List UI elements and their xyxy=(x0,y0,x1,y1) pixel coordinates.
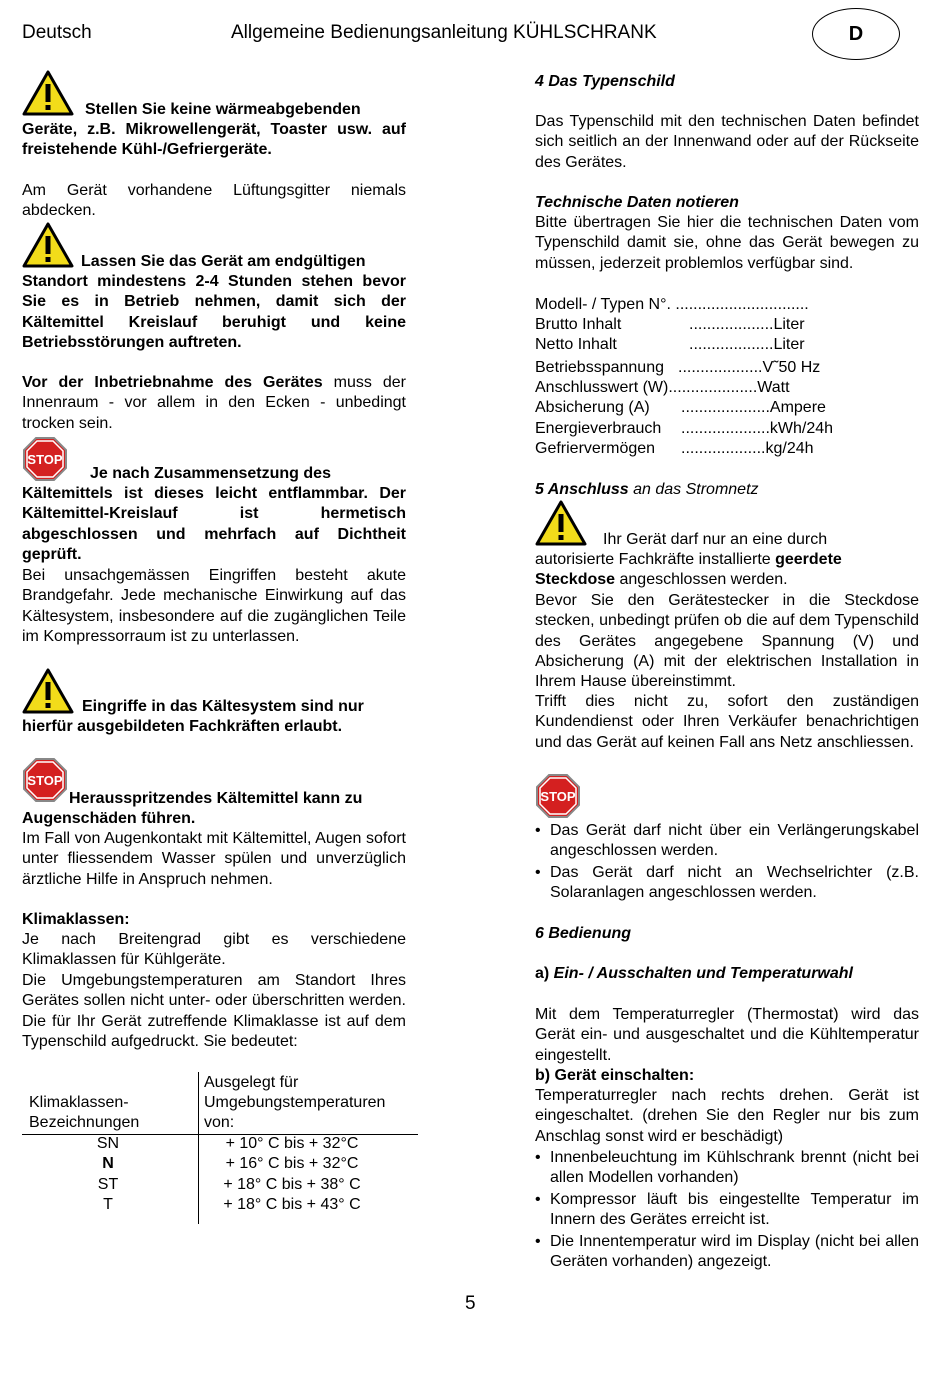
section-5-warning-line3: Steckdose angeschlossen werden. xyxy=(535,571,788,588)
section-6-title: 6 Bedienung xyxy=(535,925,632,942)
table-header-temp-2: Umgebungstemperaturen xyxy=(204,1094,386,1111)
table-header-class-2: Bezeichnungen xyxy=(29,1114,140,1131)
before-operation-rest: muss der Innenraum - vor allem in den Ecken - unbedingt trocken sein. xyxy=(22,374,406,432)
page-number: 5 xyxy=(465,1293,476,1314)
section-6-intro: Mit dem Temperaturregler (Thermostat) wird das Gerät ein- und ausgeschaltet und die Kühltemperatur eingestellt. xyxy=(535,1006,919,1064)
section-5-title xyxy=(535,480,919,500)
warning-1-text: Geräte, z.B. Mikrowellengerät, Toaster usw. auf freistehende Kühl-/Gefriergeräte. xyxy=(22,121,406,159)
svg-text:STOP: STOP xyxy=(27,452,63,467)
tech-data-text: Bitte übertragen Sie hier die technischen Daten vom Typenschild damit sie, ohne das Gerät bewegen zu müssen, jederzeit problemlos verfügbar sind. xyxy=(535,214,919,272)
header-title: Allgemeine Bedienungsanleitung KÜHLSCHRANK xyxy=(231,22,657,43)
climate-classes-heading: Klimaklassen: xyxy=(22,911,130,928)
section-5-check-text: Bevor Sie den Gerätestecker in die Steckdose stecken, unbedingt prüfen ob die auf dem Typenschild des Gerätes angegebene Spannung (V) und Absicherung (A) mit der elektrischen Installation in Ihrem Hause übereinstimmt. xyxy=(535,592,919,691)
stop-sign-icon xyxy=(535,773,581,819)
list-item: • Die Innentemperatur wird im Display (nicht bei allen Geräten vorhanden) angezeigt. xyxy=(535,1233,919,1271)
stop-1-lead: Je nach Zusammensetzung des xyxy=(90,465,331,482)
spec-line: Betriebsspannung ...................V˜50 Hz xyxy=(535,359,821,376)
before-operation-bold: Vor der Inbetriebnahme des Gerätes xyxy=(22,374,323,391)
warning-triangle-icon xyxy=(22,668,74,714)
spec-line: Modell- / Typen N°. .............................. xyxy=(535,296,809,313)
section-5-title-bold: 5 Anschluss xyxy=(535,481,629,498)
spec-line: Brutto Inhalt ...................Liter xyxy=(535,316,805,333)
warning-triangle-icon xyxy=(22,70,74,116)
section-4-title: 4 Das Typenschild xyxy=(535,73,675,90)
table-cell-class: ST xyxy=(97,1176,119,1193)
warning-1-lead: Stellen Sie keine wärmeabgebenden xyxy=(85,101,361,118)
stop-1-text: Kältemittels ist dieses leicht entflammbar. Der Kältemittel-Kreislauf ist hermetisch abgeschlossen und mehrfach auf Dichtheit geprüft. xyxy=(22,485,406,563)
table-header-class-1: Klimaklassen- xyxy=(29,1094,129,1111)
table-header-temp-3: von: xyxy=(204,1114,235,1131)
stop-2-text: Augenschäden führen. xyxy=(22,810,196,827)
section-6b-text: Temperaturregler nach rechts drehen. Gerät ist eingeschaltet. (drehen Sie den Regler nur bis zum Anschlag sonst wird er beschädigt) xyxy=(535,1087,919,1145)
svg-text:STOP: STOP xyxy=(27,773,63,788)
before-operation-note xyxy=(22,373,406,434)
svg-text:STOP: STOP xyxy=(540,789,576,804)
spec-line: Anschlusswert (W)....................Watt xyxy=(535,379,790,396)
header-language: Deutsch xyxy=(22,22,92,43)
table-header-temp-1: Ausgelegt für xyxy=(204,1074,299,1091)
table-cell-temp: + 10° C bis + 32°C xyxy=(225,1135,359,1152)
section-5-warning-line2: autorisierte Fachkräfte installierte geerdete xyxy=(535,551,842,568)
stop-2-detail: Im Fall von Augenkontakt mit Kältemittel, Augen sofort unter fliessendem Wasser spülen und unverzüglich ärztliche Hilfe in Anspruch nehmen. xyxy=(22,830,406,888)
section-4-text: Das Typenschild mit den technischen Daten befindet sich seitlich an der Innenwand oder auf der Rückseite des Gerätes. xyxy=(535,113,919,171)
spec-line: Gefriervermögen ...................kg/24h xyxy=(535,440,814,457)
section-6b-title: b) Gerät einschalten: xyxy=(535,1067,695,1084)
tech-data-title: Technische Daten notieren xyxy=(535,194,739,211)
table-divider-vertical xyxy=(198,1072,199,1224)
list-item: • Das Gerät darf nicht an Wechselrichter (z.B. Solaranlagen angeschlossen werden. xyxy=(535,864,919,902)
warning-triangle-icon xyxy=(22,222,74,268)
spec-line: Absicherung (A) ....................Ampere xyxy=(535,399,826,416)
table-cell-class: T xyxy=(103,1196,113,1213)
warning-3-text: hierfür ausgebildeten Fachkräften erlaubt. xyxy=(22,718,343,735)
list-item: • Innenbeleuchtung im Kühlschrank brennt (nicht bei allen Modellen vorhanden) xyxy=(535,1149,919,1187)
section-6a-title: a) Ein- / Ausschalten und Temperaturwahl xyxy=(535,965,853,982)
spec-line: Energieverbrauch ....................kWh/24h xyxy=(535,420,834,437)
list-item: • Das Gerät darf nicht über ein Verlängerungskabel angeschlossen werden. xyxy=(535,822,919,860)
table-cell-temp: + 18° C bis + 38° C xyxy=(223,1176,361,1193)
table-cell-temp: + 18° C bis + 43° C xyxy=(223,1196,361,1213)
stop-sign-icon xyxy=(22,757,68,803)
stop-2-lead: Herausspritzendes Kältemittel kann zu xyxy=(69,790,363,807)
stop-1-detail: Bei unsachgemässen Eingriffen besteht akute Brandgefahr. Jede mechanische Einwirkung auf das Kältesystem, insbesondere auf die zugänglichen Teile im Kompressorraum ist zu unterlassen. xyxy=(22,567,406,645)
climate-classes-text: Die Umgebungstemperaturen am Standort Ihres Gerätes sollen nicht unter- oder überschritten werden. Die für Ihr Gerät zutreffende Klimaklasse ist auf dem Typenschild aufgedruckt. Sie bedeutet: xyxy=(22,972,406,1050)
table-cell-class: N xyxy=(102,1155,114,1172)
climate-classes-intro: Je nach Breitengrad gibt es verschiedene Klimaklassen für Kühlgeräte. xyxy=(22,931,406,969)
section-5-mismatch-text: Trifft dies nicht zu, sofort den zuständigen Kundendienst oder Ihren Verkäufer benachrichtigen und das Gerät auf keinen Fall ans Netz anschliessen. xyxy=(535,693,919,751)
table-cell-temp: + 16° C bis + 32°C xyxy=(225,1155,359,1172)
list-item: • Kompressor läuft bis eingestellte Temperatur im Innern des Gerätes erreicht ist. xyxy=(535,1191,919,1229)
warning-triangle-icon xyxy=(535,500,587,546)
warning-3-lead: Eingriffe in das Kältesystem sind nur xyxy=(82,698,364,715)
table-cell-class: SN xyxy=(96,1135,120,1152)
warning-2-lead: Lassen Sie das Gerät am endgültigen xyxy=(81,253,366,270)
language-badge: D xyxy=(812,8,900,60)
stop-sign-icon xyxy=(22,436,68,482)
ventilation-note: Am Gerät vorhandene Lüftungsgitter niemals abdecken. xyxy=(22,182,406,220)
section-5-warning-lead: Ihr Gerät darf nur an eine durch xyxy=(603,531,828,548)
section-5-title-rest: an das Stromnetz xyxy=(628,481,759,498)
warning-2-text: Standort mindestens 2-4 Stunden stehen bevor Sie es in Betrieb nehmen, damit sich der Kältemittel Kreislauf beruhigt und keine Betriebsstörungen auftreten. xyxy=(22,273,406,351)
spec-line: Netto Inhalt ...................Liter xyxy=(535,336,805,353)
